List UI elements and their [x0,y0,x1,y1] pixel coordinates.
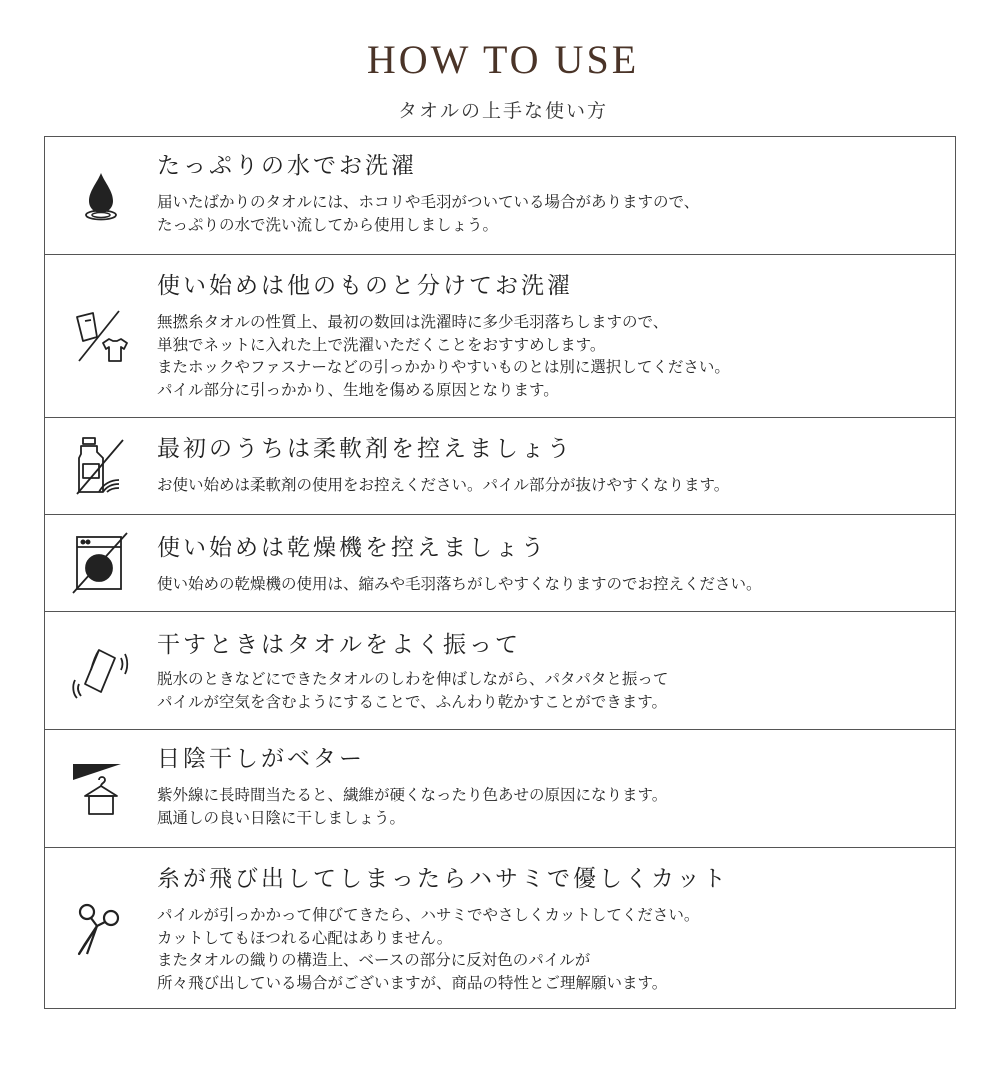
instruction-row-separate-wash [45,255,955,418]
instruction-heading: 日陰干しがベター [157,746,365,772]
instructions-table [44,136,956,1009]
instruction-row-shade-dry [45,730,955,848]
water-drop-icon [69,165,133,229]
instruction-row-wash-water [45,137,955,255]
instruction-heading: たっぷりの水でお洗濯 [157,153,417,179]
instruction-row-softener [45,418,955,515]
instruction-body: 無撚糸タオルの性質上、最初の数回は洗濯時に多少毛羽落ちしますので、 単独でネットに入れた上で洗濯いただくことをおすすめします。 またホックやファスナーなどの引っかかりやすいものとは別に選択してください。 パイル部分に引っかかり、生地を傷める原因となります。 [157,313,730,399]
shake-towel-icon [69,640,133,704]
instruction-body: 使い始めの乾燥機の使用は、縮みや毛羽落ちがしやすくなりますのでお控えください。 [157,575,762,593]
instruction-body: 紫外線に長時間当たると、繊維が硬くなったり色あせの原因になります。 風通しの良い日陰に干しましょう。 [157,786,668,827]
scissors-icon [69,896,133,960]
instruction-body: パイルが引っかかって伸びてきたら、ハサミでやさしくカットしてください。 カットしてもほつれる心配はありません。 またタオルの織りの構造上、ベースの部分に反対色のパイルが 所々飛び出している場合がございますが、商品の特性とご理解願います。 [157,906,700,992]
instruction-body: 脱水のときなどにできたタオルのしわを伸ばしながら、パタパタと振って パイルが空気を含むようにすることで、ふんわり乾かすことができます。 [157,670,669,711]
instruction-row-shake [45,612,955,730]
page-title: HOW TO USE [366,37,640,82]
instruction-heading: 最初のうちは柔軟剤を控えましょう [157,436,573,462]
instruction-row-dryer [45,515,955,612]
instruction-row-scissors [45,848,955,1008]
separate-wash-icon [69,303,133,367]
instruction-heading: 使い始めは他のものと分けてお洗濯 [157,273,573,299]
instruction-heading: 使い始めは乾燥機を控えましょう [157,535,547,561]
shade-dry-icon [69,758,133,822]
instruction-heading: 糸が飛び出してしまったらハサミで優しくカット [157,866,729,892]
instruction-body: 届いたばかりのタオルには、ホコリや毛羽がついている場合がありますので、 たっぷりの水で洗い流してから使用しましょう。 [157,193,700,234]
instruction-body: お使い始めは柔軟剤の使用をお控えください。パイル部分が抜けやすくなります。 [157,476,730,494]
no-dryer-icon [69,531,133,595]
instruction-heading: 干すときはタオルをよく振って [157,632,521,658]
no-softener-icon [69,434,133,498]
page-subtitle: タオルの上手な使い方 [397,100,608,122]
